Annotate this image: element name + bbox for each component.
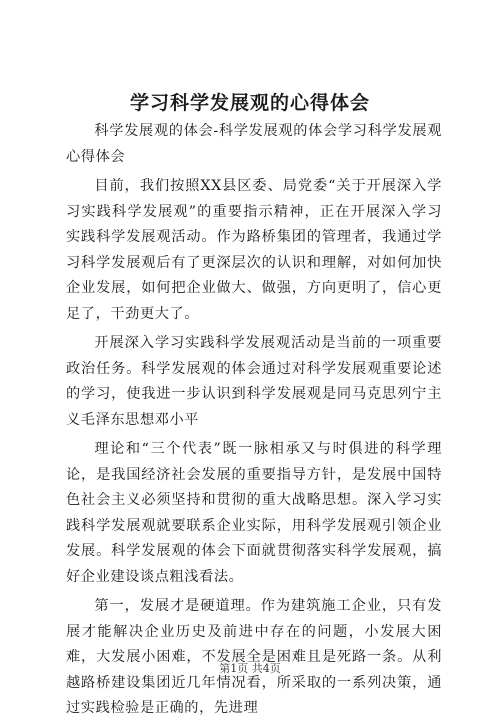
document-title: 学习科学发展观的心得体会	[129, 92, 370, 114]
paragraph-significance: 开展深入学习实践科学发展观活动是当前的一项重要政治任务。科学发展观的体会通过对科学发展观重要论述的学习，使我进一步认识到科学发展观是同马克思列宁主义毛泽东思想邓小平	[66, 335, 442, 428]
page-number-footer: 第1页 共4页	[219, 662, 281, 675]
document-body	[66, 119, 442, 726]
paragraph-background: 目前，我们按照XX县区委、局党委“关于开展深入学习实践科学发展观”的重要指示精神，正在开展深入学习实践科学发展观活动。作为路桥集团的管理者，我通过学习科学发展观后有了更深层次的认识和理解，对如何加快企业发展，如何把企业做大、做强，方向更明了，信心更足了，干劲更大了。	[66, 178, 442, 322]
paragraph-theory: 理论和“三个代表”既一脉相承又与时俱进的科学理论，是我国经济社会发展的重要指导方针，是发展中国特色社会主义必须坚持和贯彻的重大战略思想。深入学习实践科学发展观就要联系企业实际，用科学发展观引领企业发展。科学发展观的体会下面就贯彻落实科学发展观，搞好企业建设谈点粗浅看法。	[66, 441, 442, 585]
paragraph-first-point: 第一，发展才是硬道理。作为建筑施工企业，只有发展才能解决企业历史及前进中存在的问题，小发展大困难，大发展小困难，不发展全是困难且是死路一条。从利越路桥建设集团近几年情况看，所采取的一系列决策，通过实践检验是正确的，先进理	[66, 598, 442, 716]
paragraph-intro: 科学发展观的体会-科学发展观的体会学习科学发展观心得体会	[66, 123, 442, 165]
